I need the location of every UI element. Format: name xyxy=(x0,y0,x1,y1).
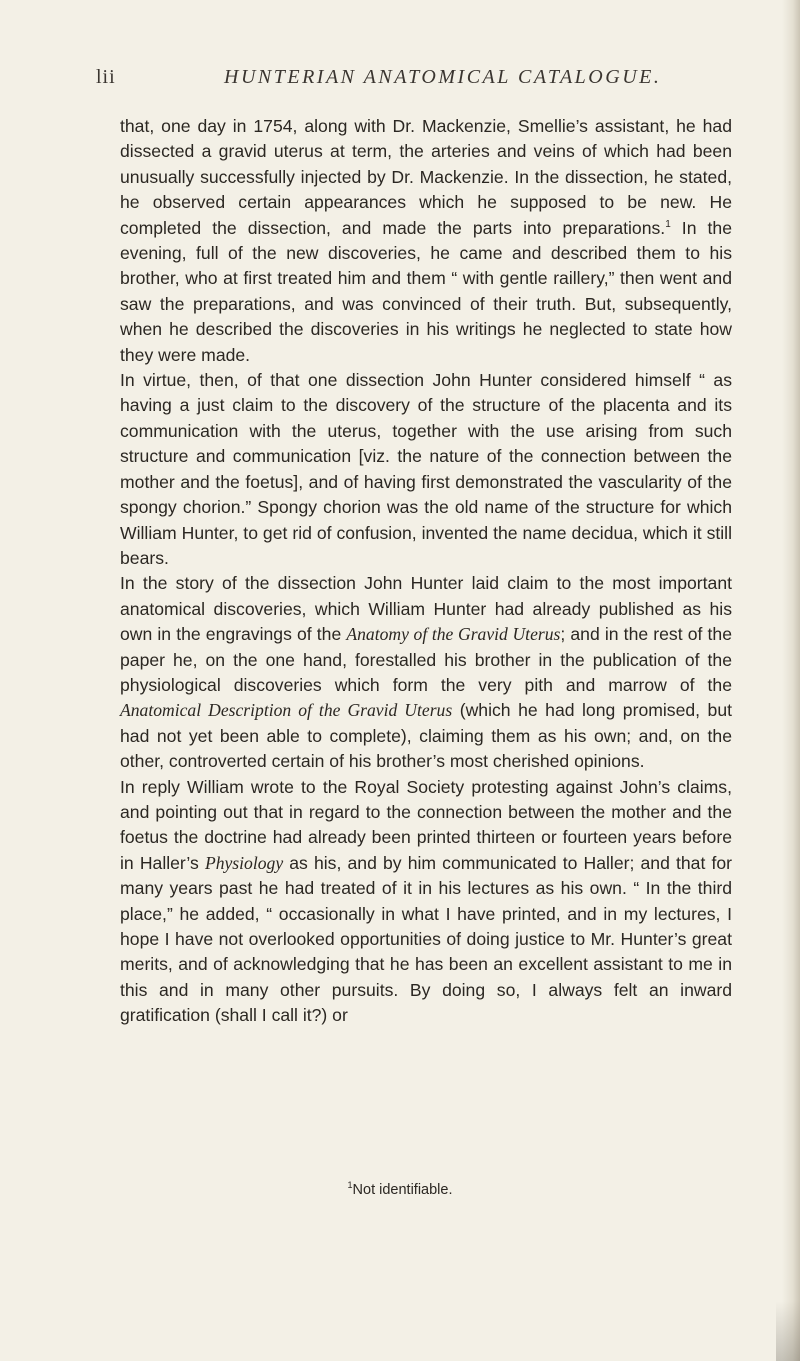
paragraph xyxy=(120,368,732,571)
italic-title: Anatomical Description of the Gravid Uterus xyxy=(120,700,453,721)
paragraph xyxy=(120,571,732,774)
paragraph xyxy=(120,114,732,368)
footnote-number: 1 xyxy=(347,1180,353,1190)
italic-title: Anatomy of the Gravid Uterus xyxy=(346,624,561,645)
page-corner-shadow xyxy=(776,1301,800,1361)
footnote-text: Not identifiable. xyxy=(352,1181,453,1198)
paragraph-text: In virtue, then, of that one dissection John Hunter considered himself “ as having a just claim to the discovery of the structure of the placenta and its communication with the uterus, together with the use arising from such structure and communication [viz. the nature of the connection between the mother and the foetus], and of having first demonstrated the vascularity of the spongy chorion.” Spongy chorion was the old name of the structure for which William Hunter, to get rid of confusion, invented the name decidua, which it still bears. xyxy=(120,370,732,568)
paragraph-text: as his, and by him communicated to Haller; and that for many years past he had treated of it in his lectures as his own. “ In the third place,” he added, “ occasionally in what I have printed, and in my lectures, I hope I have not overlooked opportunities of doing justice to Mr. Hunter’s great merits, and of acknowledging that he has been an excellent assistant to me in this and in many other pursuits. By doing so, I always felt an inward gratification (shall I call it?) or xyxy=(120,852,732,1026)
paragraph-text: that, one day in 1754, along with Dr. Mackenzie, Smellie’s assistant, he had dissected a gravid uterus at term, the arteries and veins of which had been unusually successfully injected by Dr. Mackenzie. In the dissection, he stated, he observed certain appearances which he supposed to be new. He completed the dissection, and made the parts into preparations. xyxy=(120,116,732,238)
body-text xyxy=(120,114,732,1029)
paragraph-text: In the story of the dissection John Hunter laid claim to the most important anatomical discoveries, which William Hunter had already published as his own in the engravings of the xyxy=(120,573,732,645)
page-header xyxy=(96,66,736,90)
paragraph-text: ; and in the rest of the paper he, on the one hand, forestalled his brother in the publication of the physiological discoveries which form the very pith and marrow of the xyxy=(120,624,732,695)
page-edge-shadow xyxy=(782,0,800,1361)
running-title: HUNTERIAN ANATOMICAL CATALOGUE. xyxy=(224,66,662,88)
paragraph-text: In the evening, full of the new discoveries, he came and described them to his brother, who at first treated him and them “ with gentle raillery,” then went and saw the preparations, and was convinced of their truth. But, subsequently, when he described the discoveries in his writings he neglected to state how they were made. xyxy=(120,217,732,365)
page-number: lii xyxy=(96,66,116,88)
footnote-reference: 1 xyxy=(665,218,671,230)
paragraph-text: In reply William wrote to the Royal Society protesting against John’s claims, and pointing out that in regard to the connection between the mother and the foetus the doctrine had already been printed thirteen or fourteen years before in Haller’s xyxy=(120,776,732,873)
footnote xyxy=(0,1180,800,1198)
paragraph xyxy=(120,775,732,1029)
italic-title: Physiology xyxy=(204,852,284,873)
paragraph-text: (which he had long promised, but had not yet been able to complete), claiming them as his own; and, on the other, controverted certain of his brother’s most cherished opinions. xyxy=(120,700,733,772)
